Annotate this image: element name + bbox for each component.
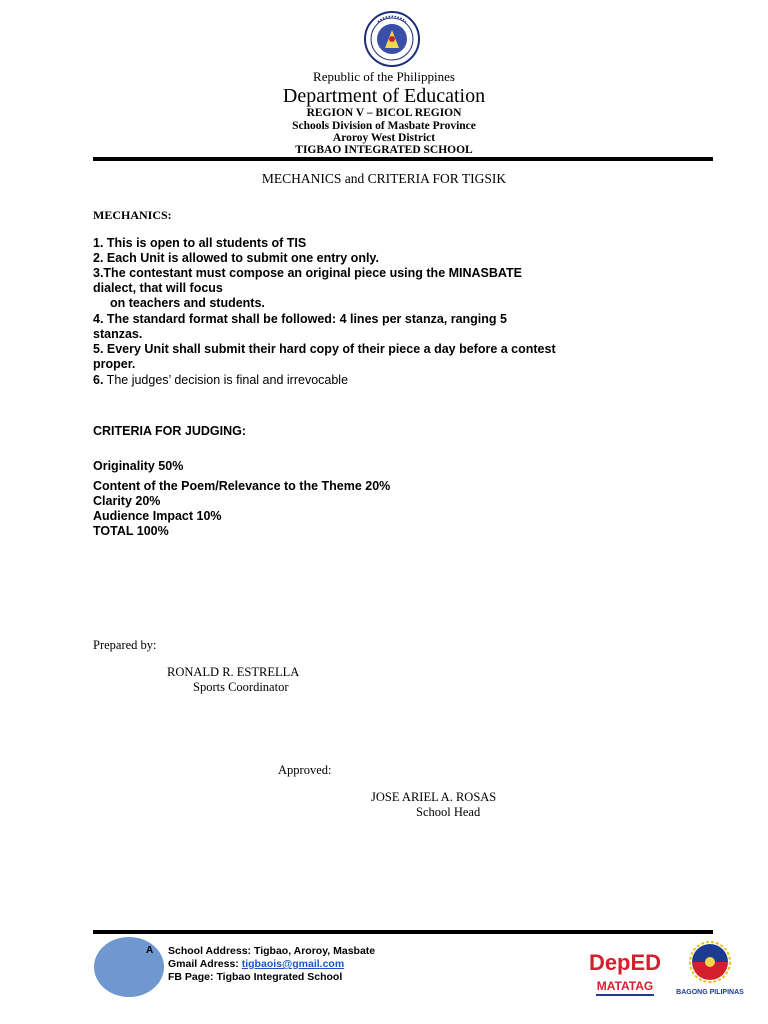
mechanics-item: proper. [93,357,136,371]
mechanics-item: on teachers and students. [110,296,265,310]
criteria-item: Originality 50% [93,459,184,473]
fb-value: Tigbao Integrated School [216,971,343,983]
approved-label: Approved: [278,763,332,777]
prepared-name: RONALD R. ESTRELLA [167,665,300,679]
mechanics-item: 1. This is open to all students of TIS [93,236,307,250]
email-link[interactable]: tigbaois@gmail.com [241,958,345,970]
prepared-label: Prepared by: [93,638,157,652]
address-value: Tigbao, Aroroy, Masbate [253,945,376,957]
criteria-item: Content of the Poem/Relevance to the Theme 20% [93,479,391,493]
footer-circle-decoration [94,937,164,997]
deped-seal-icon [354,10,430,68]
mechanics-item: stanzas. [93,327,143,341]
mechanics-item: dialect, that will focus [93,281,223,295]
mechanics-item: 2. Each Unit is allowed to submit one entry only. [93,251,379,265]
footer-rule [93,930,713,934]
mechanics-item: 4. The standard format shall be followed: 4 lines per stanza, ranging 5 [93,312,507,326]
mechanics-item-last [93,373,348,388]
bagong-pilipinas-logo-icon [676,938,744,1000]
criteria-heading: CRITERIA FOR JUDGING: [93,424,247,438]
district-line: Aroroy West District [332,132,436,144]
document-title: MECHANICS and CRITERIA FOR TIGSIK [261,171,507,186]
mechanics-heading: MECHANICS: [93,208,172,222]
email-label: Gmail Adress: [168,958,242,970]
region-line: REGION V – BICOL REGION [306,107,462,119]
header-rule [93,157,713,161]
footer-marker: A [146,945,154,956]
approved-title: School Head [416,805,481,819]
footer-email [168,958,344,971]
deped-matatag-logo-icon [588,940,662,1002]
mechanics-item: 5. Every Unit shall submit their hard copy of their piece a day before a contest [93,342,556,356]
mechanics-item-number: 6. [93,373,104,387]
footer-fb [168,971,342,984]
matatag-text: MATATAG [596,979,654,993]
mechanics-item: 3.The contestant must compose an original piece using the MINASBATE [93,266,522,280]
criteria-item: Clarity 20% [93,494,161,508]
department-title: Department of Education [282,85,486,107]
school-line: TIGBAO INTEGRATED SCHOOL [295,144,473,156]
bagong-pilipinas-text: BAGONG PILIPINAS [676,989,744,996]
fb-label: FB Page: [168,971,217,983]
republic-line: Republic of the Philippines [313,69,455,84]
mechanics-item-text: The judges’ decision is final and irrevocable [103,373,349,387]
footer-address [168,945,375,958]
prepared-title: Sports Coordinator [193,680,289,694]
address-label: School Address: [168,945,254,957]
criteria-item: Audience Impact 10% [93,509,222,523]
division-line: Schools Division of Masbate Province [292,120,476,132]
deped-logo-text: DepED [588,950,662,975]
criteria-total: TOTAL 100% [93,524,169,538]
approved-name: JOSE ARIEL A. ROSAS [371,790,497,804]
